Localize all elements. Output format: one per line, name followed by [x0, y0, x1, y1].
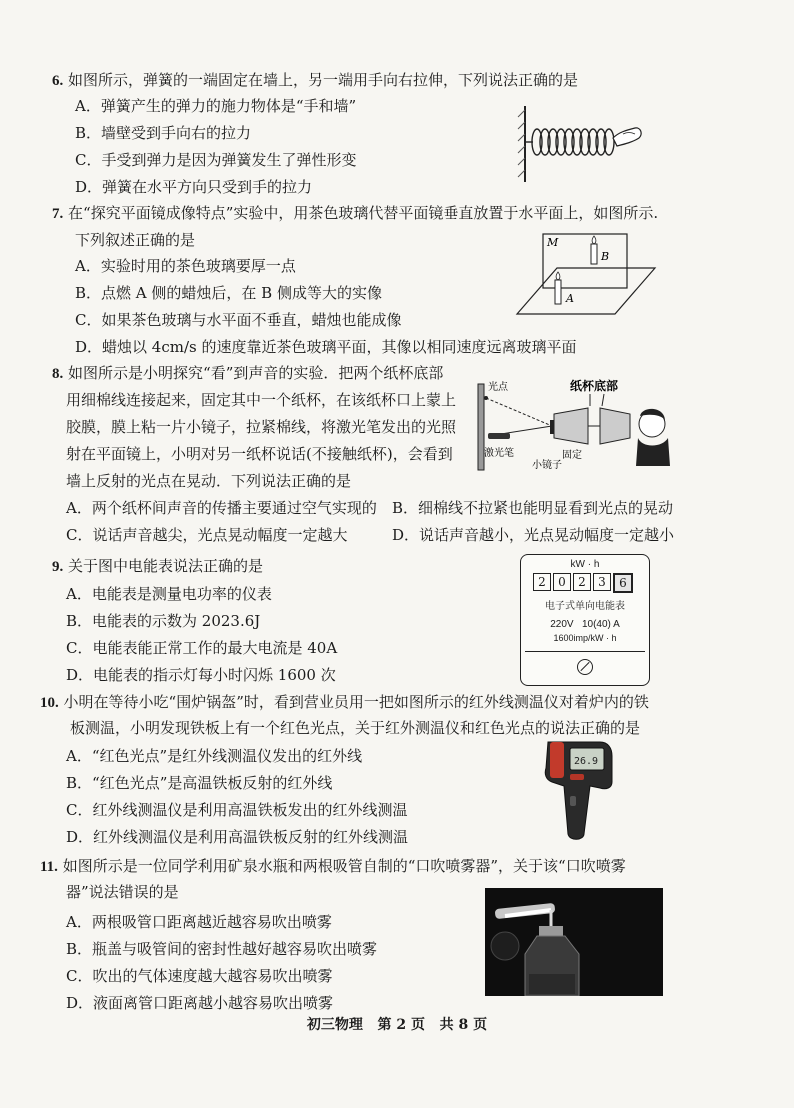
label-fixed: 固定	[562, 450, 582, 461]
mirror-experiment-figure	[515, 226, 660, 318]
question-11-option-b: B．瓶盖与吸管间的密封性越好越容易吹出喷雾	[66, 940, 378, 958]
paper-cup-speak	[600, 408, 630, 444]
question-11-option-d: D．液面离管口距离越小越容易吹出喷雾	[66, 994, 334, 1012]
question-6-stem: 6. 如图所示，弹簧的一端固定在墙上，另一端用手向右拉伸，下列说法正确的是	[52, 71, 579, 89]
hand-icon	[613, 128, 641, 146]
screw-icon	[577, 659, 593, 675]
question-8-stem-line-5: 墙上反射的光点在晃动．下列说法正确的是	[66, 472, 352, 490]
question-10-stem: 10. 小明在等待小吃“围炉锅盔”时，看到营业员用一把如图所示的红外线测温仪对着炉内的铁	[40, 693, 649, 711]
page-footer: 初三物理 第 2 页 共 8 页	[306, 1017, 488, 1033]
flame-icon	[556, 272, 560, 280]
question-10-option-a: A．“红色光点”是红外线测温仪发出的红外线	[66, 747, 363, 765]
question-7-option-c: C．如果茶色玻璃与水平面不垂直，蜡烛也能成像	[75, 311, 402, 329]
thermometer-reading: 26.9	[574, 756, 599, 767]
meter-unit: kW · h	[570, 559, 600, 570]
sprayer-photo	[485, 888, 663, 996]
question-6-option-a: A．弹簧产生的弹力的施力物体是“手和墙”	[75, 97, 357, 115]
question-7-stem-line-2: 下列叙述正确的是	[75, 231, 196, 249]
question-10-option-b: B．“红色光点”是高温铁板反射的红外线	[66, 774, 333, 792]
question-11-option-c: C．吹出的气体速度越大越容易吹出喷雾	[66, 967, 333, 985]
spring-figure	[515, 104, 645, 184]
label-mirror: 小镜子	[532, 460, 562, 471]
question-8-stem-line-3: 胶膜，膜上粘一片小镜子，拉紧棉线，将激光笔发出的光照	[66, 418, 457, 436]
meter-display	[533, 573, 633, 593]
question-8-stem-line-4: 射在平面镜上，小明对另一纸杯说话(不接触纸杯)，会看到	[66, 445, 453, 463]
question-9-option-d: D．电能表的指示灯每小时闪烁 1600 次	[66, 666, 336, 684]
question-7-option-a: A．实验时用的茶色玻璃要厚一点	[75, 257, 296, 275]
label-spot: 光点	[488, 382, 508, 393]
meter-digit-decimal: 6	[613, 573, 633, 593]
question-7-option-b: B．点燃 A 侧的蜡烛后，在 B 侧成等大的实像	[75, 284, 382, 302]
spring-coil	[525, 129, 614, 155]
question-10-option-c: C．红外线测温仪是利用高温铁板发出的红外线测温	[66, 801, 408, 819]
label-b: B	[601, 250, 610, 263]
label-cup-bottom: 纸杯底部	[570, 379, 619, 393]
question-8-option-a: A．两个纸杯间声音的传播主要通过空气实现的	[66, 499, 377, 517]
bottle-cap	[539, 926, 563, 936]
question-7-option-d: D．蜡烛以 4cm/s 的速度靠近茶色玻璃平面，其像以相同速度远离玻璃平面	[75, 338, 577, 356]
label-laser: 激光笔	[484, 448, 514, 459]
question-6-option-d: D．弹簧在水平方向只受到手的拉力	[75, 178, 313, 196]
sound-experiment-figure	[470, 376, 680, 472]
question-11-stem: 11. 如图所示是一位同学利用矿泉水瓶和两根吸管自制的“口吹喷雾器”，关于该“口吹喷雾	[40, 857, 626, 875]
question-8-stem: 8. 如图所示是小明探究“看”到声音的实验．把两个纸杯底部	[52, 364, 444, 382]
question-6-option-c: C．手受到弹力是因为弹簧发生了弹性形变	[75, 151, 357, 169]
infrared-thermometer-figure	[540, 738, 620, 846]
meter-constant: 1600imp/kW · h	[553, 633, 617, 643]
meter-digit: 3	[593, 573, 611, 591]
question-7-stem: 7. 在“探究平面镜成像特点”实验中，用茶色玻璃代替平面镜垂直放置于水平面上，如图所示.	[52, 204, 659, 222]
question-11-option-a: A．两根吸管口距离越近越容易吹出喷雾	[66, 913, 332, 931]
question-10-stem-line-2: 板测温，小明发现铁板上有一个红色光点，关于红外测温仪和红色光点的说法正确的是	[70, 719, 641, 737]
question-9-stem: 9. 关于图中电能表说法正确的是	[52, 557, 264, 575]
candle-a	[555, 280, 561, 304]
paper-cup-fixed	[554, 408, 588, 444]
question-8-option-b: B．细棉线不拉紧也能明显看到光点的晃动	[392, 499, 674, 517]
energy-meter	[520, 554, 650, 686]
meter-digit: 2	[573, 573, 591, 591]
label-a: A	[566, 292, 574, 305]
question-6-option-b: B．墙壁受到手向右的拉力	[75, 124, 252, 142]
question-11-stem-line-2: 器”说法错误的是	[66, 883, 179, 901]
question-8-option-c: C．说话声音越尖，光点晃动幅度一定越大	[66, 526, 348, 544]
meter-digit: 2	[533, 573, 551, 591]
question-8-stem-line-2: 用细棉线连接起来，固定其中一个纸杯，在该纸杯口上蒙上	[66, 391, 457, 409]
label-m: M	[547, 236, 559, 249]
table-surface	[517, 268, 655, 314]
candle-b	[591, 244, 597, 264]
meter-rating: 220V 10(40) A	[550, 619, 620, 630]
meter-title: 电子式单向电能表	[545, 601, 625, 612]
meter-digit: 0	[553, 573, 571, 591]
question-9-option-b: B．电能表的示数为 2023.6J	[66, 612, 261, 630]
question-8-option-d: D．说话声音越小，光点晃动幅度一定越小	[392, 526, 675, 544]
question-9-option-a: A．电能表是测量电功率的仪表	[66, 585, 272, 603]
question-9-option-c: C．电能表能正常工作的最大电流是 40A	[66, 639, 338, 657]
laser-pointer	[488, 433, 510, 439]
question-10-option-d: D．红外线测温仪是利用高温铁板反射的红外线测温	[66, 828, 409, 846]
person-body	[636, 438, 670, 466]
thermometer-red-grip	[550, 742, 564, 778]
